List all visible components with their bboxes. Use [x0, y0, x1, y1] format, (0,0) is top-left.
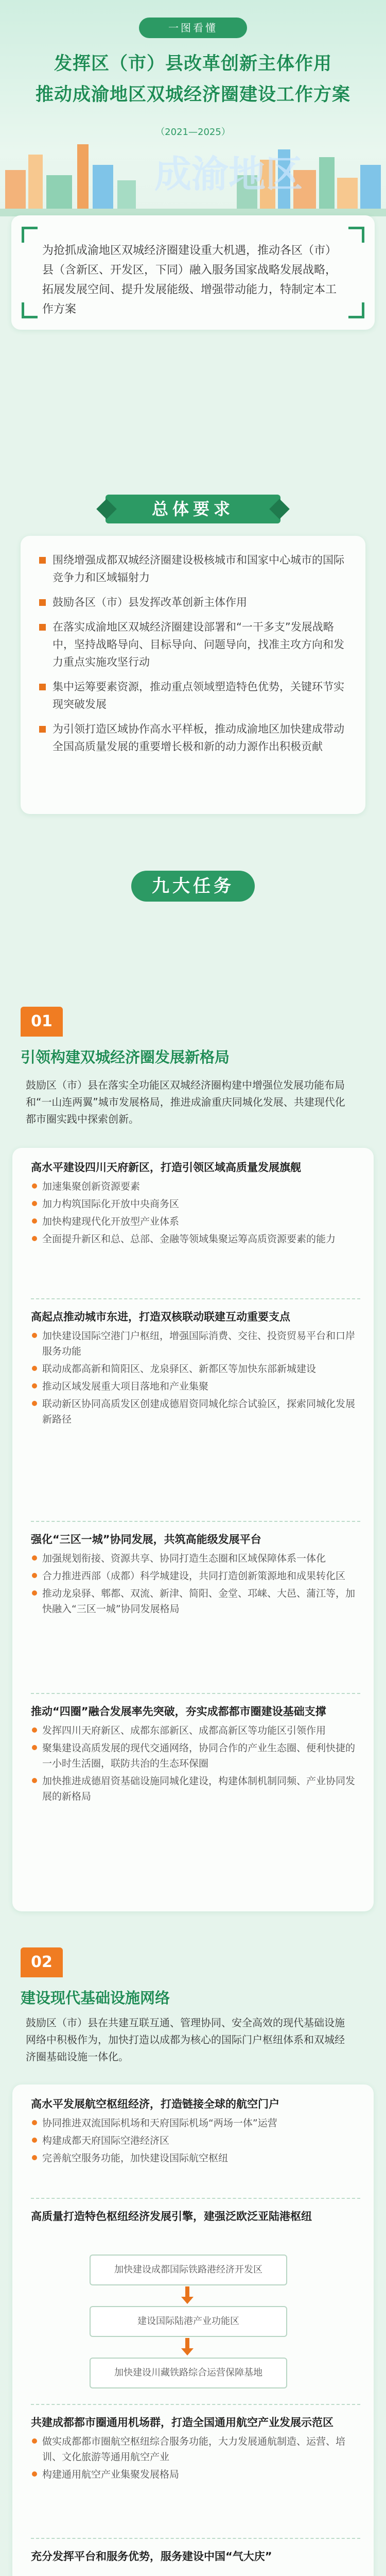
sub-item: 构建通用航空产业集聚发展格局 — [31, 2467, 360, 2482]
sub-item: 做实成都都市圈航空枢纽综合服务功能，大力发展通航制造、运营、培训、文化旅游等通用航空产业 — [31, 2434, 360, 2465]
task1-sub-3 — [31, 1531, 360, 1619]
requirement-item: 在落实成渝地区双城经济圈建设部署和“一干多支”发展战略中，坚持战略导向、目标导向、问题导向，找准主攻方向和发力重点实施攻坚行动 — [39, 618, 348, 671]
requirements-list — [39, 551, 348, 762]
hero-title-line2: 推动成渝地区双城经济圈建设工作方案 — [35, 84, 350, 105]
bullet-icon — [32, 1555, 37, 1561]
sub-item: 加力构筑国际化开放中央商务区 — [31, 1196, 360, 1212]
intro-card — [11, 215, 375, 330]
sub-item: 发挥四川天府新区、成都东部新区、成都高新区等功能区引领作用 — [31, 1723, 360, 1738]
sub-item: 推动龙泉驿、郫都、双流、新津、简阳、金堂、邛崃、大邑、蒲江等，加快融入“三区一城”协同发展格局 — [31, 1586, 360, 1617]
bullet-icon — [32, 1727, 37, 1733]
sub-item: 加快建设国际空港门户枢纽，增强国际消费、交往、投资贸易平台和口岸服务功能 — [31, 1328, 360, 1359]
bullet-icon — [39, 726, 46, 733]
bullet-icon — [32, 1236, 37, 1241]
divider — [31, 2198, 360, 2199]
sub-item: 合力推进西部（成都）科学城建设，共同打造创新策源地和成果转化区 — [31, 1568, 360, 1584]
bullet-icon — [32, 2120, 37, 2125]
bullet-icon — [32, 2138, 37, 2143]
bullet-icon — [32, 1573, 37, 1578]
bullet-icon — [39, 557, 46, 564]
flow-step: 加快建设成都国际铁路港经济开发区 — [90, 2255, 287, 2285]
requirement-item: 为引领打造区域协作高水平样板，推动成渝地区加快建成带动全国高质量发展的重要增长极和新的动力源作出积极贡献 — [39, 720, 348, 755]
sub-title: 充分发挥平台和服务优势，服务建设中国“气大庆” — [31, 2550, 272, 2563]
sub-item: 推动区域发展重大项目落地和产业集聚 — [31, 1379, 360, 1394]
bullet-icon — [32, 1383, 37, 1388]
corner-decoration — [22, 302, 38, 318]
requirements-title: 总体要求 — [106, 495, 280, 523]
sub-title: 高起点推动城市东进，打造双核联动联建互动重要支点 — [31, 1311, 290, 1323]
hero-years: （2021—2025） — [155, 127, 231, 138]
tasks-title: 九大任务 — [131, 871, 255, 902]
requirements-card — [21, 536, 365, 814]
hero-banner — [0, 0, 386, 216]
task2-sub-2 — [31, 2208, 360, 2228]
sub-item: 加快推进成德眉资基础设施同城化建设，构建体制机制同频、产业协同发展的新格局 — [31, 1773, 360, 1804]
task2-sub-1 — [31, 2096, 360, 2168]
task1-card — [12, 1148, 374, 1911]
hero-title-line1: 发挥区（市）县改革创新主体作用 — [54, 54, 332, 74]
requirement-item: 集中运筹要素资源，推动重点领域塑造特色优势，关键环节实现突破发展 — [39, 678, 348, 713]
requirement-item: 鼓励各区（市）县发挥改革创新主体作用 — [39, 594, 348, 611]
corner-decoration — [348, 302, 364, 318]
sub-item: 完善航空服务功能，加快建设国际航空枢纽 — [31, 2150, 360, 2166]
flow-step: 建设国际陆港产业功能区 — [90, 2306, 287, 2337]
bullet-icon — [32, 2438, 37, 2444]
bullet-icon — [32, 1401, 37, 1406]
sub-title: 高水平建设四川天府新区，打造引领区域高质量发展旗舰 — [31, 1161, 301, 1174]
bullet-icon — [32, 2155, 37, 2160]
bullet-icon — [39, 684, 46, 690]
down-arrow-icon — [185, 2286, 189, 2298]
bullet-icon — [32, 1366, 37, 1371]
sub-title: 推动“四圈”融合发展率先突破，夯实成都都市圈建设基础支撑 — [31, 1705, 326, 1718]
divider — [31, 1298, 360, 1299]
sub-title: 共建成都都市圈通用机场群，打造全国通用航空产业发展示范区 — [31, 2416, 334, 2429]
task1-sub-1 — [31, 1159, 360, 1249]
divider — [31, 1521, 360, 1522]
down-arrow-icon — [185, 2338, 189, 2349]
sub-title: 高质量打造特色枢纽经济发展引擎，建强泛欧泛亚陆港枢纽 — [31, 2210, 312, 2223]
divider — [31, 1693, 360, 1694]
sub-item: 联动成都高新和简阳区、龙泉驿区、新都区等加快东部新城建设 — [31, 1361, 360, 1377]
hero-watermark-text: 成渝地区 — [154, 152, 303, 196]
flow-step: 加快建设川藏铁路综合运营保障基地 — [90, 2358, 287, 2388]
intro-text: 为抢抓成渝地区双城经济圈建设重大机遇，推动各区（市）县（含新区、开发区，下同）融入服务国家战略发展战略，拓展发展空间、提升发展能级、增强带动能力，特制定本工作方案 — [42, 244, 337, 316]
task1-heading: 引领构建双城经济圈发展新格局 — [21, 1048, 230, 1066]
task-number-badge: 02 — [21, 1947, 63, 1977]
sub-item: 构建成都天府国际空港经济区 — [31, 2133, 360, 2148]
task2-sub-3 — [31, 2414, 360, 2484]
task2-sub-4 — [31, 2548, 360, 2568]
task2-card — [12, 2084, 374, 2576]
bullet-icon — [32, 1590, 37, 1596]
sub-item: 加速集聚创新资源要素 — [31, 1179, 360, 1194]
task2-heading: 建设现代基础设施网络 — [21, 1989, 170, 2007]
sub-title: 高水平发展航空枢纽经济，打造链接全球的航空门户 — [31, 2098, 279, 2110]
bullet-icon — [39, 599, 46, 606]
corner-decoration — [22, 227, 38, 243]
bullet-icon — [32, 1778, 37, 1783]
sub-item: 聚集建设高质发展的现代交通网络，协同合作的产业生态圈、便利快捷的一小时生活圈，联防共治的生态环保圈 — [31, 1740, 360, 1771]
sub-item: 联动新区协同高质发区创建成德眉资同城化综合试验区，探索同城化发展新路径 — [31, 1396, 360, 1427]
task2-lead: 鼓励区（市）县在共建互联互通、管理协同、安全高效的现代基础设施网络中积极作为，加快打造以成都为核心的国际门户枢纽体系和双城经济圈基础设施一体化。 — [26, 2016, 345, 2063]
task-number-badge: 01 — [21, 1007, 63, 1037]
bullet-icon — [32, 1218, 37, 1224]
divider — [31, 2538, 360, 2539]
sub-item: 加快构建现代化开放型产业体系 — [31, 1214, 360, 1229]
bullet-icon — [32, 1745, 37, 1750]
divider — [31, 2404, 360, 2405]
bullet-icon — [32, 2471, 37, 2477]
bullet-icon — [39, 624, 46, 631]
corner-decoration — [348, 227, 364, 243]
sub-item: 加强规划衔接、资源共享、协同打造生态圈和区域保障体系一体化 — [31, 1551, 360, 1566]
sub-title: 强化“三区一城”协同发展，共筑高能级发展平台 — [31, 1533, 261, 1546]
task1-lead: 鼓励区（市）县在落实全功能区双城经济圈构建中增强位发展功能布局和“一山连两翼”城市发展格局，推进成渝重庆同城化发展、共建现代化都市圈实践中探索创新。 — [26, 1079, 345, 1125]
header-badge: 一图看懂 — [139, 18, 247, 38]
bullet-icon — [32, 1183, 37, 1189]
bullet-icon — [32, 1333, 37, 1338]
sub-item: 协同推进双流国际机场和天府国际机场“两场一体”运营 — [31, 2115, 360, 2131]
task1-sub-2 — [31, 1309, 360, 1429]
bullet-icon — [32, 1201, 37, 1206]
requirement-item: 围绕增强成都双城经济圈建设极核城市和国家中心城市的国际竞争力和区域辐射力 — [39, 551, 348, 586]
task1-sub-4 — [31, 1703, 360, 1806]
sub-item: 全面提升新区和总、总部、金融等领域集聚运筹高质资源要素的能力 — [31, 1231, 360, 1247]
